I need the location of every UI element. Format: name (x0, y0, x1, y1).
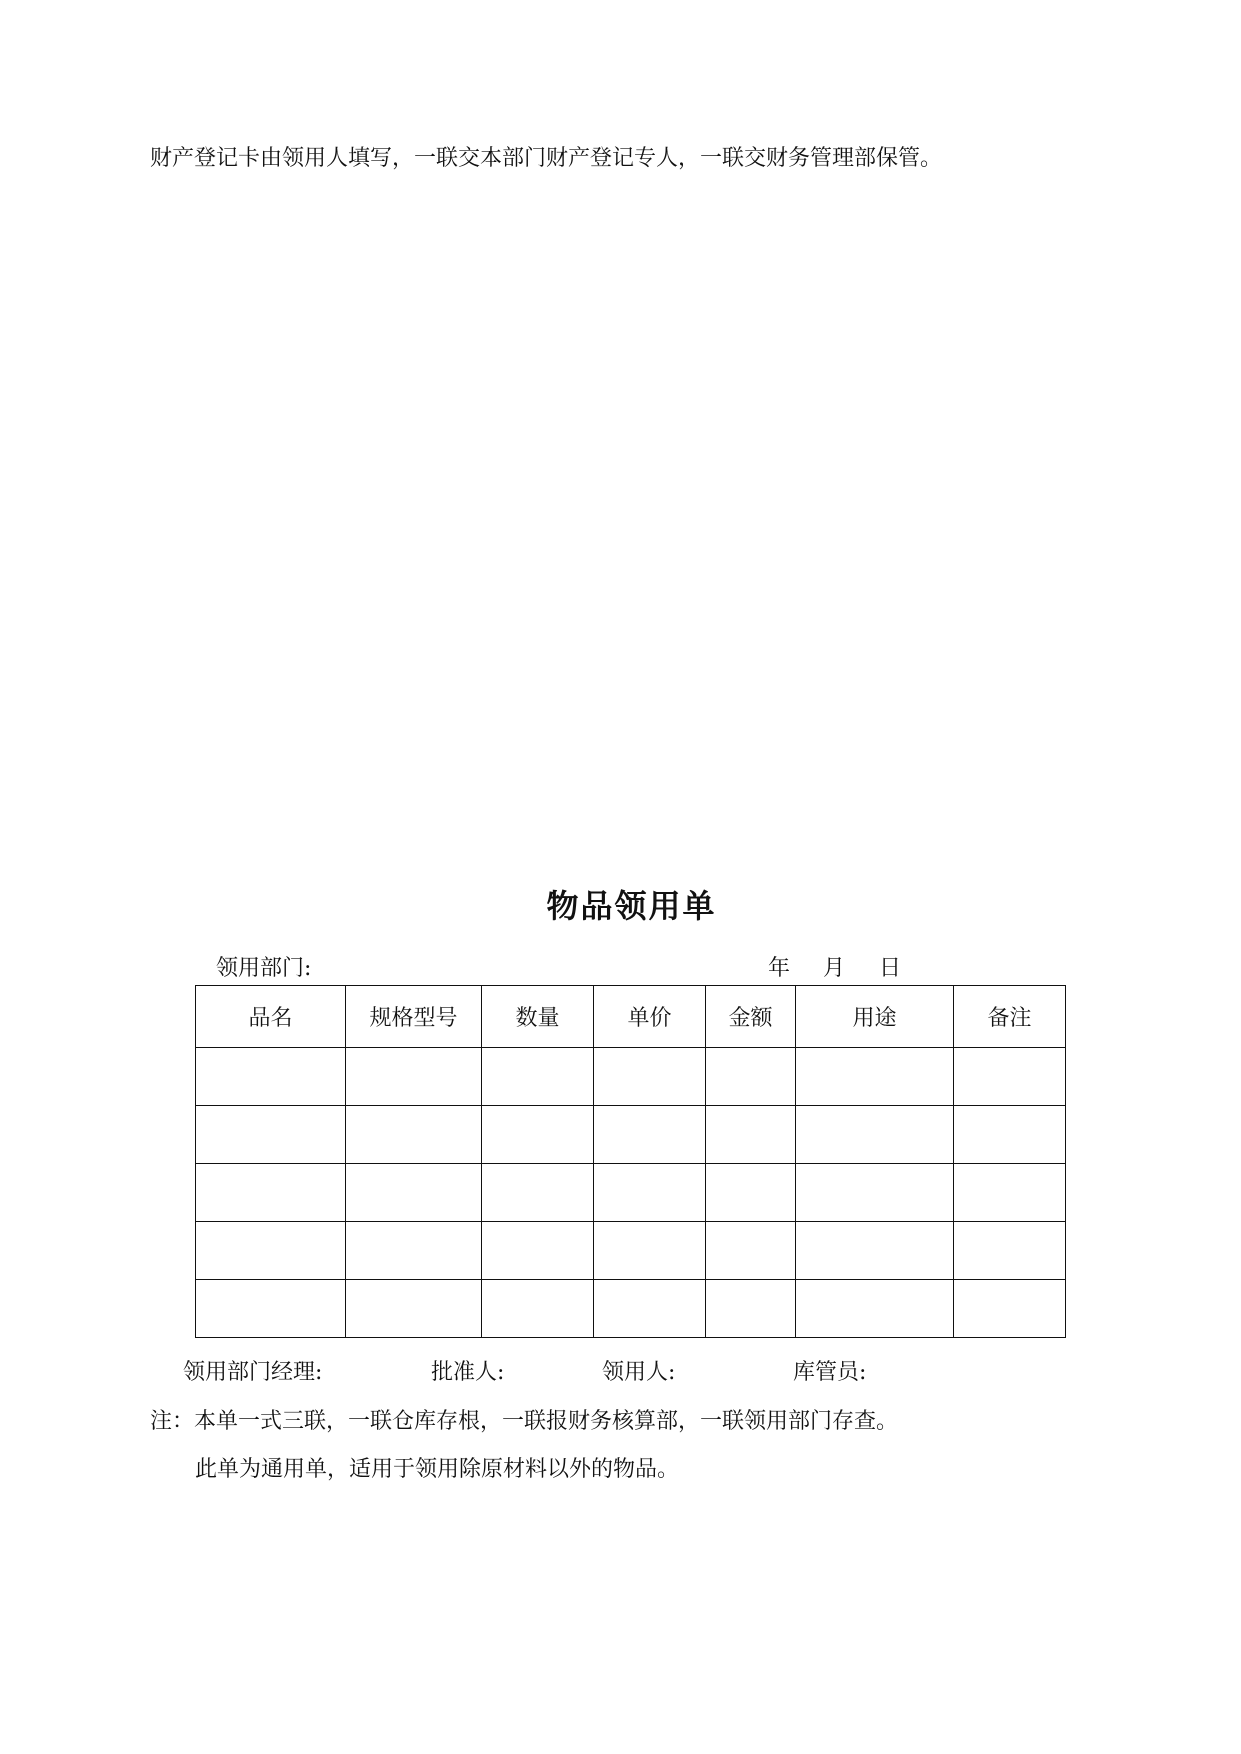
table-cell[interactable] (482, 1164, 594, 1222)
table-row (196, 1280, 1066, 1338)
table-cell[interactable] (196, 1280, 346, 1338)
table-cell[interactable] (594, 1280, 706, 1338)
table-cell[interactable] (954, 1280, 1066, 1338)
table-cell[interactable] (706, 1280, 796, 1338)
table-cell[interactable] (706, 1164, 796, 1222)
table-cell[interactable] (796, 1222, 954, 1280)
dept-manager-signature-label: 领用部门经理: (183, 1360, 323, 1385)
table-cell[interactable] (196, 1048, 346, 1106)
header-amount: 金额 (706, 986, 796, 1048)
table-cell[interactable] (594, 1164, 706, 1222)
header-item-name: 品名 (196, 986, 346, 1048)
table-cell[interactable] (346, 1222, 482, 1280)
table-row (196, 1106, 1066, 1164)
table-cell[interactable] (706, 1106, 796, 1164)
date-year-label: 年 (768, 956, 791, 981)
table-row (196, 1222, 1066, 1280)
requisition-table (195, 985, 1066, 1338)
intro-paragraph: 财产登记卡由领用人填写，一联交本部门财产登记专人，一联交财务管理部保管。 (150, 146, 943, 171)
note-line-1: 注：本单一式三联，一联仓库存根，一联报财务核算部，一联领用部门存查。 (150, 1409, 899, 1434)
header-purpose: 用途 (796, 986, 954, 1048)
date-month-label: 月 (823, 956, 846, 981)
header-remarks: 备注 (954, 986, 1066, 1048)
table-cell[interactable] (796, 1048, 954, 1106)
table-cell[interactable] (594, 1048, 706, 1106)
table-cell[interactable] (954, 1164, 1066, 1222)
table-cell[interactable] (196, 1106, 346, 1164)
table-cell[interactable] (482, 1280, 594, 1338)
table-cell[interactable] (796, 1106, 954, 1164)
recipient-signature-label: 领用人: (602, 1360, 676, 1385)
table-cell[interactable] (346, 1164, 482, 1222)
header-quantity: 数量 (482, 986, 594, 1048)
table-cell[interactable] (482, 1106, 594, 1164)
table-cell[interactable] (954, 1048, 1066, 1106)
table-cell[interactable] (594, 1222, 706, 1280)
form-title: 物品领用单 (546, 887, 717, 925)
table-cell[interactable] (482, 1048, 594, 1106)
table-cell[interactable] (196, 1164, 346, 1222)
approver-signature-label: 批准人: (431, 1360, 505, 1385)
dept-label: 领用部门: (216, 956, 312, 981)
table-cell[interactable] (346, 1280, 482, 1338)
storekeeper-signature-label: 库管员: (793, 1360, 867, 1385)
table-row (196, 1164, 1066, 1222)
note-line-2: 此单为通用单，适用于领用除原材料以外的物品。 (195, 1457, 680, 1482)
table-cell[interactable] (954, 1106, 1066, 1164)
table-cell[interactable] (706, 1222, 796, 1280)
table-cell[interactable] (346, 1106, 482, 1164)
table-row (196, 1048, 1066, 1106)
table-cell[interactable] (196, 1222, 346, 1280)
date-day-label: 日 (879, 956, 902, 981)
table-cell[interactable] (796, 1164, 954, 1222)
table-cell[interactable] (346, 1048, 482, 1106)
table-header-row (196, 986, 1066, 1048)
header-spec-model: 规格型号 (346, 986, 482, 1048)
table-cell[interactable] (706, 1048, 796, 1106)
table-cell[interactable] (796, 1280, 954, 1338)
header-unit-price: 单价 (594, 986, 706, 1048)
table-cell[interactable] (954, 1222, 1066, 1280)
table-cell[interactable] (482, 1222, 594, 1280)
table-cell[interactable] (594, 1106, 706, 1164)
